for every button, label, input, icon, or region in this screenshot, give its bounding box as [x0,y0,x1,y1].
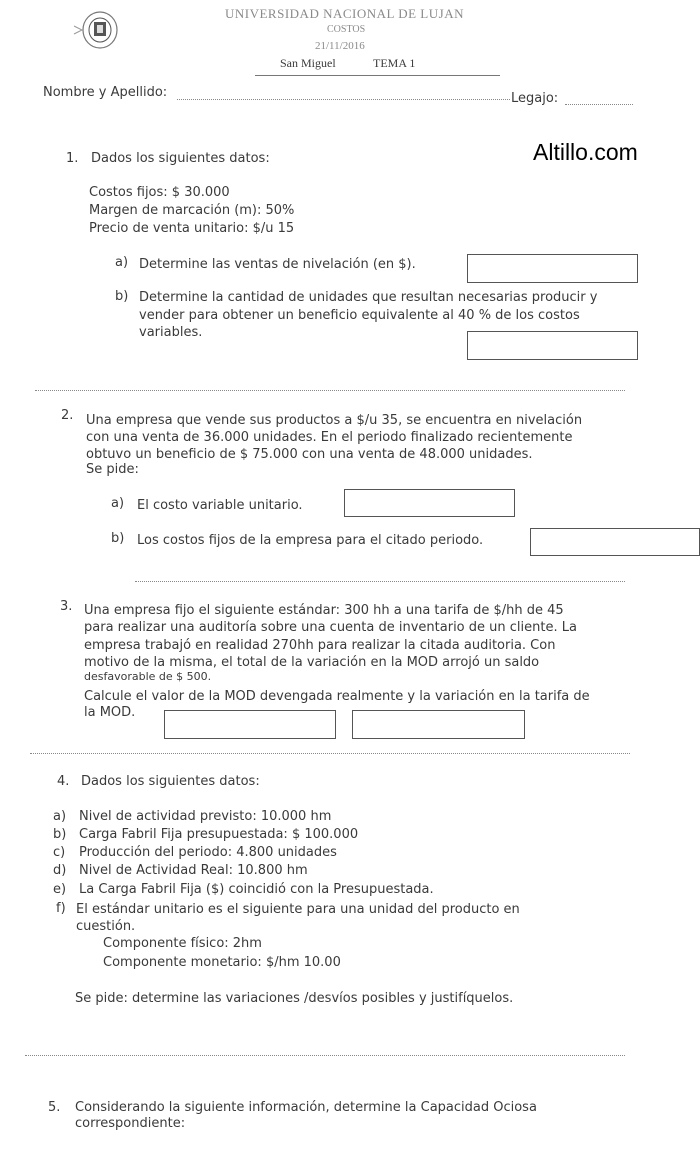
q2b-text: Los costos fijos de la empresa para el citado periodo. [137,533,484,548]
separator-4 [25,1055,625,1056]
q2b-letter: b) [111,531,125,546]
q2b-answer-box[interactable] [530,528,700,556]
q3-line: motivo de la misma, el total de la variación en la MOD arrojó un saldo [84,655,540,670]
q4-intro: Dados los siguientes datos: [81,774,260,789]
name-label: Nombre y Apellido: [43,85,168,100]
q2a-answer-box[interactable] [344,489,515,517]
q4-item-letter: d) [53,863,67,878]
q3-line: Una empresa fijo el siguiente estándar: 300 hh a una tarifa de $/hh de 45 [84,603,564,618]
q2-line: con una venta de 36.000 unidades. En el periodo finalizado recientemente [86,430,573,445]
q2-line: Una empresa que vende sus productos a $/u 35, se encuentra en nivelación [86,413,583,428]
separator-2 [135,581,625,582]
q1b-line: variables. [139,325,203,340]
q3-line: Calcule el valor de la MOD devengada realmente y la variación en la tarifa de [84,689,590,704]
subject: COSTOS [327,24,366,35]
q4-item-text: La Carga Fabril Fija ($) coincidió con la Presupuestada. [79,882,434,897]
q4-component: Componente físico: 2hm [103,936,262,951]
q1-intro: Dados los siguientes datos: [91,151,270,166]
q1b-line: Determine la cantidad de unidades que resultan necesarias producir y [139,290,598,305]
q4-item-letter: e) [53,882,67,897]
separator-3 [30,753,630,754]
q1b-line: vender para obtener un beneficio equivalente al 40 % de los costos [139,308,580,323]
q1b-letter: b) [115,289,129,304]
q1-number: 1. [66,151,79,166]
q1a-text: Determine las ventas de nivelación (en $). [139,257,416,272]
q3-line: la MOD. [84,705,136,720]
header-divider [255,75,500,76]
q4-ask: Se pide: determine las variaciones /desvíos posibles y justifíquelos. [75,991,514,1006]
q1-data-line: Precio de venta unitario: $/u 15 [89,221,295,236]
name-field[interactable] [177,99,510,100]
location: San Miguel [280,56,336,70]
q5-line: Considerando la siguiente información, determine la Capacidad Ociosa [75,1100,537,1115]
legajo-label: Legajo: [511,91,559,106]
q4-item-letter: f) [56,901,66,916]
q3-line: empresa trabajó en realidad 270hh para realizar la citada auditoria. Con [84,638,556,653]
q1a-letter: a) [115,255,129,270]
q3-line: para realizar una auditoría sobre una cuenta de inventario de un cliente. La [84,620,577,635]
q4-item-text: Carga Fabril Fija presupuestada: $ 100.000 [79,827,359,842]
q3-answer-box-mod[interactable] [164,710,336,739]
q4-item-letter: a) [53,809,67,824]
q4-component: Componente monetario: $/hm 10.00 [103,955,341,970]
q4-item-letter: c) [53,845,66,860]
tema: TEMA 1 [373,56,416,70]
exam-date: 21/11/2016 [315,40,365,52]
q4-item-text: Producción del periodo: 4.800 unidades [79,845,337,860]
q5-number: 5. [48,1100,61,1115]
university-name: UNIVERSIDAD NACIONAL DE LUJAN [225,6,464,21]
q4-item-text: Nivel de Actividad Real: 10.800 hm [79,863,308,878]
q1-data-line: Margen de marcación (m): 50% [89,203,295,218]
q2a-letter: a) [111,496,125,511]
q4-item-letter: b) [53,827,67,842]
q4-f-continuation: cuestión. [76,919,136,934]
q2-line: obtuvo un beneficio de $ 75.000 con una venta de 48.000 unidades. [86,447,533,462]
q4-item-text: Nivel de actividad previsto: 10.000 hm [79,809,332,824]
q3-line: desfavorable de $ 500. [84,670,212,683]
q2a-text: El costo variable unitario. [137,498,303,513]
q3-answer-box-tarifa[interactable] [352,710,525,739]
q2-number: 2. [61,408,74,423]
q2-line: Se pide: [86,462,139,477]
q3-number: 3. [60,599,73,614]
q1-data-line: Costos fijos: $ 30.000 [89,185,230,200]
q1b-answer-box[interactable] [467,331,638,360]
q5-line: correspondiente: [75,1116,186,1131]
q4-number: 4. [57,774,70,789]
watermark: Altillo.com [533,139,638,165]
separator-1 [35,390,625,391]
legajo-field[interactable] [565,104,633,105]
q4-item-text: El estándar unitario es el siguiente para una unidad del producto en [76,902,520,917]
q1a-answer-box[interactable] [467,254,638,283]
university-seal-logo [70,8,118,52]
